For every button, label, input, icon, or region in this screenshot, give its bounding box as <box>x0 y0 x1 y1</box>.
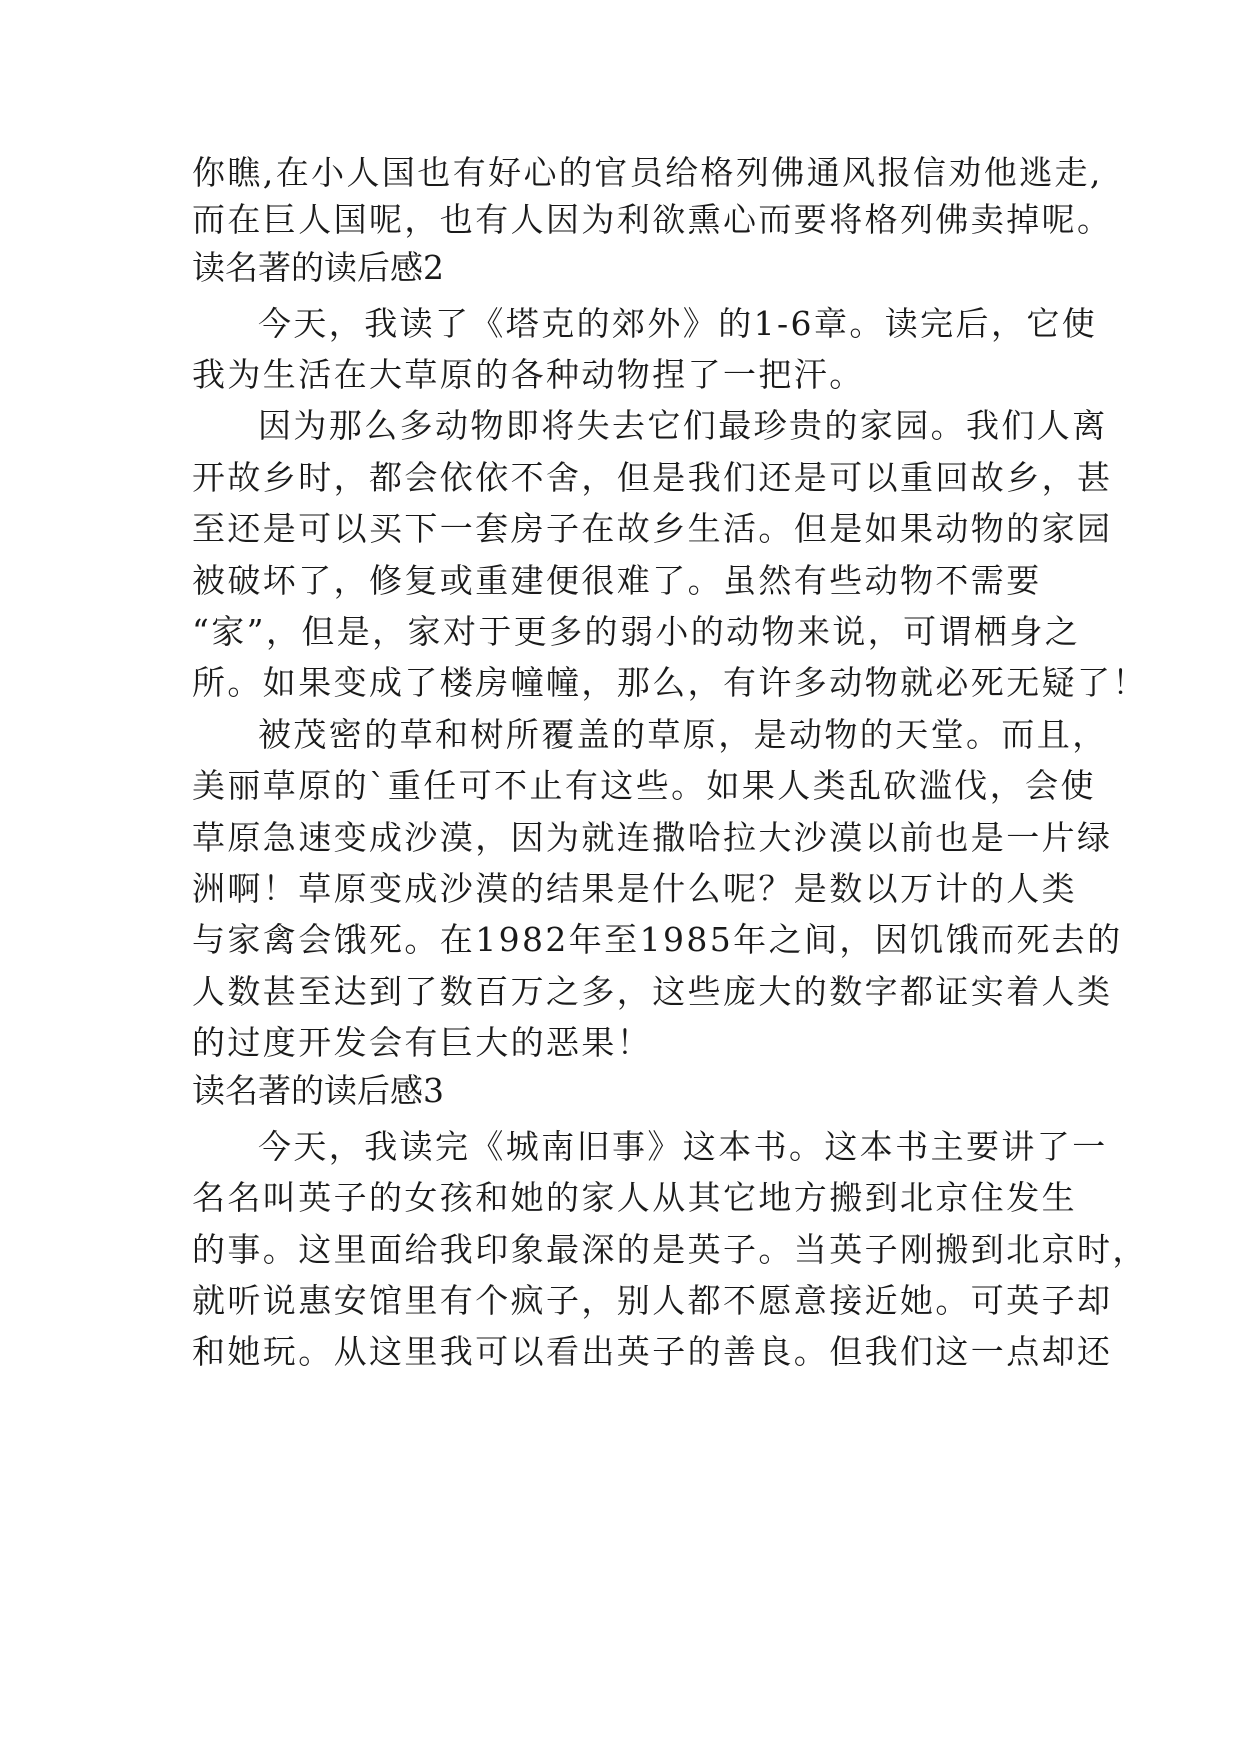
paragraph-start-line: 今天，我读了《塔克的郊外》的1-6章。读完后，它使 <box>258 304 1098 343</box>
text-line: 名名叫英子的女孩和她的家人从其它地方搬到北京住发生 <box>192 1178 1077 1217</box>
section-heading: 读名著的读后感2 <box>192 248 444 287</box>
text-line: 而在巨人国呢，也有人因为利欲熏心而要将格列佛卖掉呢。 <box>192 200 1113 239</box>
text-line: 人数甚至达到了数百万之多，这些庞大的数字都证实着人类 <box>192 972 1113 1011</box>
text-line: 开故乡时，都会依依不舍，但是我们还是可以重回故乡，甚 <box>192 458 1113 497</box>
text-line: 洲啊！草原变成沙漠的结果是什么呢？是数以万计的人类 <box>192 869 1077 908</box>
section-heading: 读名著的读后感3 <box>192 1071 444 1110</box>
paragraph-start-line: 被茂密的草和树所覆盖的草原，是动物的天堂。而且， <box>258 715 1108 754</box>
paragraph-start-line: 今天，我读完《城南旧事》这本书。这本书主要讲了一 <box>258 1127 1108 1166</box>
text-line: 美丽草原的`重任可不止有这些。如果人类乱砍滥伐，会使 <box>192 766 1096 805</box>
text-line: 你瞧,在小人国也有好心的官员给格列佛通风报信劝他逃走, <box>192 153 1103 192</box>
text-line: 我为生活在大草原的各种动物捏了一把汗。 <box>192 355 865 394</box>
text-line: 至还是可以买下一套房子在故乡生活。但是如果动物的家园 <box>192 509 1113 548</box>
text-line: 和她玩。从这里我可以看出英子的善良。但我们这一点却还 <box>192 1332 1113 1371</box>
text-line: 的事。这里面给我印象最深的是英子。当英子刚搬到北京时， <box>192 1230 1148 1269</box>
paragraph-start-line: 因为那么多动物即将失去它们最珍贵的家园。我们人离 <box>258 406 1108 445</box>
text-line: 与家禽会饿死。在1982年至1985年之间，因饥饿而死去的 <box>192 920 1123 959</box>
text-line: 所。如果变成了楼房幢幢，那么，有许多动物就必死无疑了！ <box>192 663 1148 702</box>
text-line: 的过度开发会有巨大的恶果！ <box>192 1023 653 1062</box>
text-line: “家”，但是，家对于更多的弱小的动物来说，可谓栖身之 <box>192 612 1081 651</box>
text-line: 就听说惠安馆里有个疯子，别人都不愿意接近她。可英子却 <box>192 1281 1113 1320</box>
text-line: 草原急速变成沙漠，因为就连撒哈拉大沙漠以前也是一片绿 <box>192 818 1113 857</box>
text-line: 被破坏了，修复或重建便很难了。虽然有些动物不需要 <box>192 561 1042 600</box>
